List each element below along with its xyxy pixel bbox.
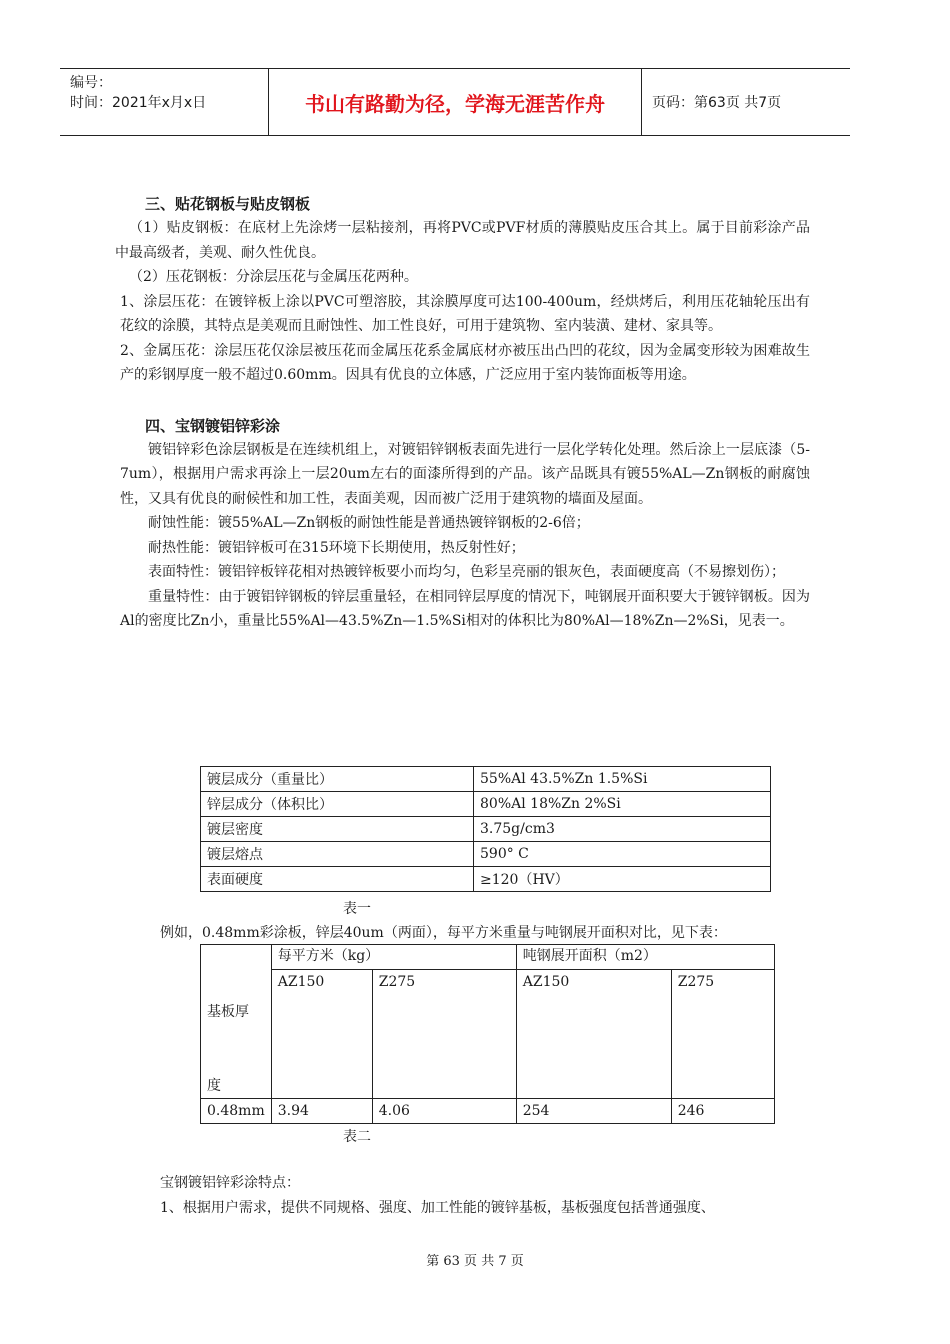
section3-p2: （2）压花钢板：分涂层压花与金属压花两种。 [129, 269, 418, 285]
table-cell: 3.75g/cm3 [474, 817, 771, 842]
table-row [201, 767, 771, 792]
table-cell: 590° C [474, 842, 771, 867]
page-footer: 第 63 页 共 7 页 [426, 1254, 524, 1269]
table-cell: 镀层熔点 [201, 842, 474, 867]
document-body [115, 192, 815, 634]
header-motto: 书山有路勤为径，学海无涯苦作舟 [269, 69, 642, 136]
table-1 [200, 766, 771, 892]
section3-title: 三、贴花钢板与贴皮钢板 [145, 195, 311, 213]
section4-p5: 重量特性：由于镀铝锌钢板的锌层重量轻，在相同锌层厚度的情况下，吨钢展开面积要大于镀锌钢板。因为Al的密度比Zn小，重量比55%Al—43.5%Zn—1.5%Si相对的体积比为80%Al—18%Zn—2%Si，见表一。 [120, 588, 810, 629]
header-meta [60, 69, 269, 136]
table-row [201, 792, 771, 817]
table-row [201, 970, 775, 1099]
table-cell: 246 [671, 1099, 774, 1124]
features-title: 宝钢镀铝锌彩涂特点： [160, 1175, 300, 1191]
header-page-info: 页码：第63页 共7页 [652, 95, 782, 111]
table-cell [201, 945, 272, 1099]
table-row [201, 1099, 775, 1124]
table-cell: 4.06 [372, 1099, 516, 1124]
table-cell: 80%Al 18%Zn 2%Si [474, 792, 771, 817]
table-cell: 镀层成分（重量比） [201, 767, 474, 792]
section4-p3: 耐热性能：镀铝锌板可在315环境下长期使用，热反射性好； [148, 539, 525, 556]
row-header-a: 基板厚 [207, 1004, 249, 1020]
table-cell: Z275 [671, 970, 774, 1099]
table-cell: 每平方米（kg） [271, 945, 516, 970]
table-row [201, 842, 771, 867]
section4-p1: 镀铝锌彩色涂层钢板是在连续机组上，对镀铝锌钢板表面先进行一层化学转化处理。然后涂上一层底漆（5-7um），根据用户需求再涂上一层20um左右的面漆所得到的产品。该产品既具有镀55%AL—Zn钢板的耐腐蚀性，又具有优良的耐候性和加工性，表面美观，因而被广泛用于建筑物的墙面及屋面。 [120, 441, 810, 507]
section4-title: 四、宝钢镀铝锌彩涂 [145, 416, 281, 435]
table-2-caption: 表二 [343, 1129, 371, 1145]
table-cell: 锌层成分（体积比） [201, 792, 474, 817]
table-cell: 吨钢展开面积（m2） [516, 945, 774, 970]
section3-p3: 1、涂层压花：在镀锌板上涂以PVC可塑溶胶，其涂膜厚度可达100-400um，经烘烤后，利用压花轴轮压出有花纹的涂膜，其特点是美观而且耐蚀性、加工性良好，可用于建筑物、室内装潢、建材、家具等。 [120, 293, 810, 334]
features-item-1: 1、根据用户需求，提供不同规格、强度、加工性能的镀锌基板，基板强度包括普通强度、 [160, 1200, 715, 1216]
table-cell: Z275 [372, 970, 516, 1099]
table-cell: 镀层密度 [201, 817, 474, 842]
table-cell: 0.48mm [201, 1099, 272, 1124]
table-cell: 254 [516, 1099, 671, 1124]
table-cell: 55%Al 43.5%Zn 1.5%Si [474, 767, 771, 792]
section3-p4: 2、金属压花：涂层压花仅涂层被压花而金属压花系金属底材亦被压出凸凹的花纹，因为金属变形较为困难故生产的彩钢厚度一般不超过0.60mm。因具有优良的立体感，广泛应用于室内装饰面板等用途。 [120, 342, 810, 383]
table-2 [200, 944, 775, 1124]
table-row [201, 817, 771, 842]
table-cell: AZ150 [271, 970, 372, 1099]
table-cell: 3.94 [271, 1099, 372, 1124]
table-cell: AZ150 [516, 970, 671, 1099]
table-cell: 表面硬度 [201, 867, 474, 892]
section4-p2: 耐蚀性能：镀55%AL—Zn钢板的耐蚀性能是普通热镀锌钢板的2-6倍； [148, 515, 590, 531]
section3-p1: （1）贴皮钢板：在底材上先涂烤一层粘接剂，再将PVC或PVF材质的薄膜贴皮压合其上。属于目前彩涂产品中最高级者，美观、耐久性优良。 [115, 220, 810, 261]
number-label: 编号： [70, 75, 112, 91]
section4-p4: 表面特性：镀铝锌板锌花相对热镀锌板要小而均匀，色彩呈亮丽的银灰色，表面硬度高（不易擦划伤）； [148, 564, 785, 580]
page-header [60, 68, 850, 136]
table-1-caption: 表一 [343, 901, 371, 917]
table-row [201, 945, 775, 970]
table-cell: ≥120（HV） [474, 867, 771, 892]
row-header-b: 度 [207, 1078, 221, 1094]
table-row [201, 867, 771, 892]
example-text: 例如，0.48mm彩涂板，锌层40um（两面），每平方米重量与吨钢展开面积对比，见下表： [160, 925, 727, 941]
time-label: 时间：2021年x月x日 [70, 95, 207, 111]
